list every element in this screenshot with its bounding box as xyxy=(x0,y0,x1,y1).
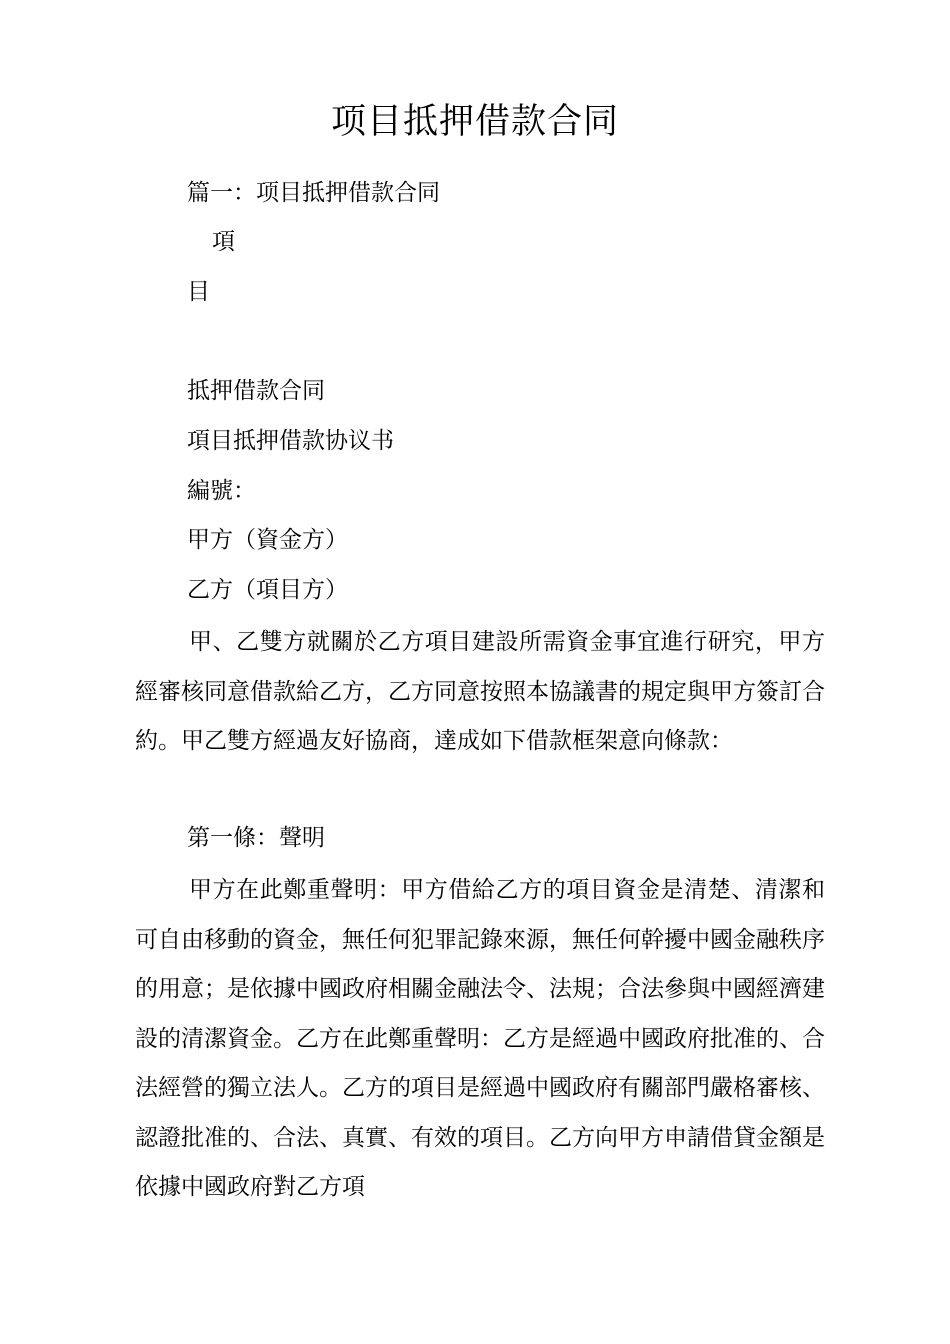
section-heading: 篇一：项目抵押借款合同 xyxy=(187,180,440,206)
declaration-paragraph: 甲方在此鄭重聲明：甲方借給乙方的項目資金是清楚、清潔和可自由移動的資金，無任何犯罪記錄來源，無任何幹擾中國金融秩序的用意；是依據中國政府相關金融法令、法規；合法參與中國經濟建設的清潔資金。乙方在此鄭重聲明：乙方是經過中國政府批准的、合法經營的獨立法人。乙方的項目是經過中國政府有關部門嚴格審核、認證批准的、合法、真實、有效的項目。乙方向甲方申請借貸金額是依據中國政府對乙方項 xyxy=(135,877,825,1200)
party-a-line: 甲方（資金方） xyxy=(187,527,348,553)
text-line: 項 xyxy=(212,229,235,255)
agreement-title-line: 項目抵押借款协议书 xyxy=(187,428,394,454)
intro-paragraph: 甲、乙雙方就關於乙方項目建設所需資金事宜進行研究，甲方經審核同意借款給乙方，乙方同意按照本協議書的規定與甲方簽訂合約。甲乙雙方經過友好協商，達成如下借款框架意向條款： xyxy=(135,629,825,754)
serial-number-label: 編號： xyxy=(187,478,256,504)
text-line: 目 xyxy=(187,279,210,305)
article-heading: 第一條：聲明 xyxy=(187,825,325,851)
document-title: 项目抵押借款合同 xyxy=(330,102,619,142)
text-line: 抵押借款合同 xyxy=(187,378,325,404)
party-b-line: 乙方（項目方） xyxy=(187,577,348,603)
